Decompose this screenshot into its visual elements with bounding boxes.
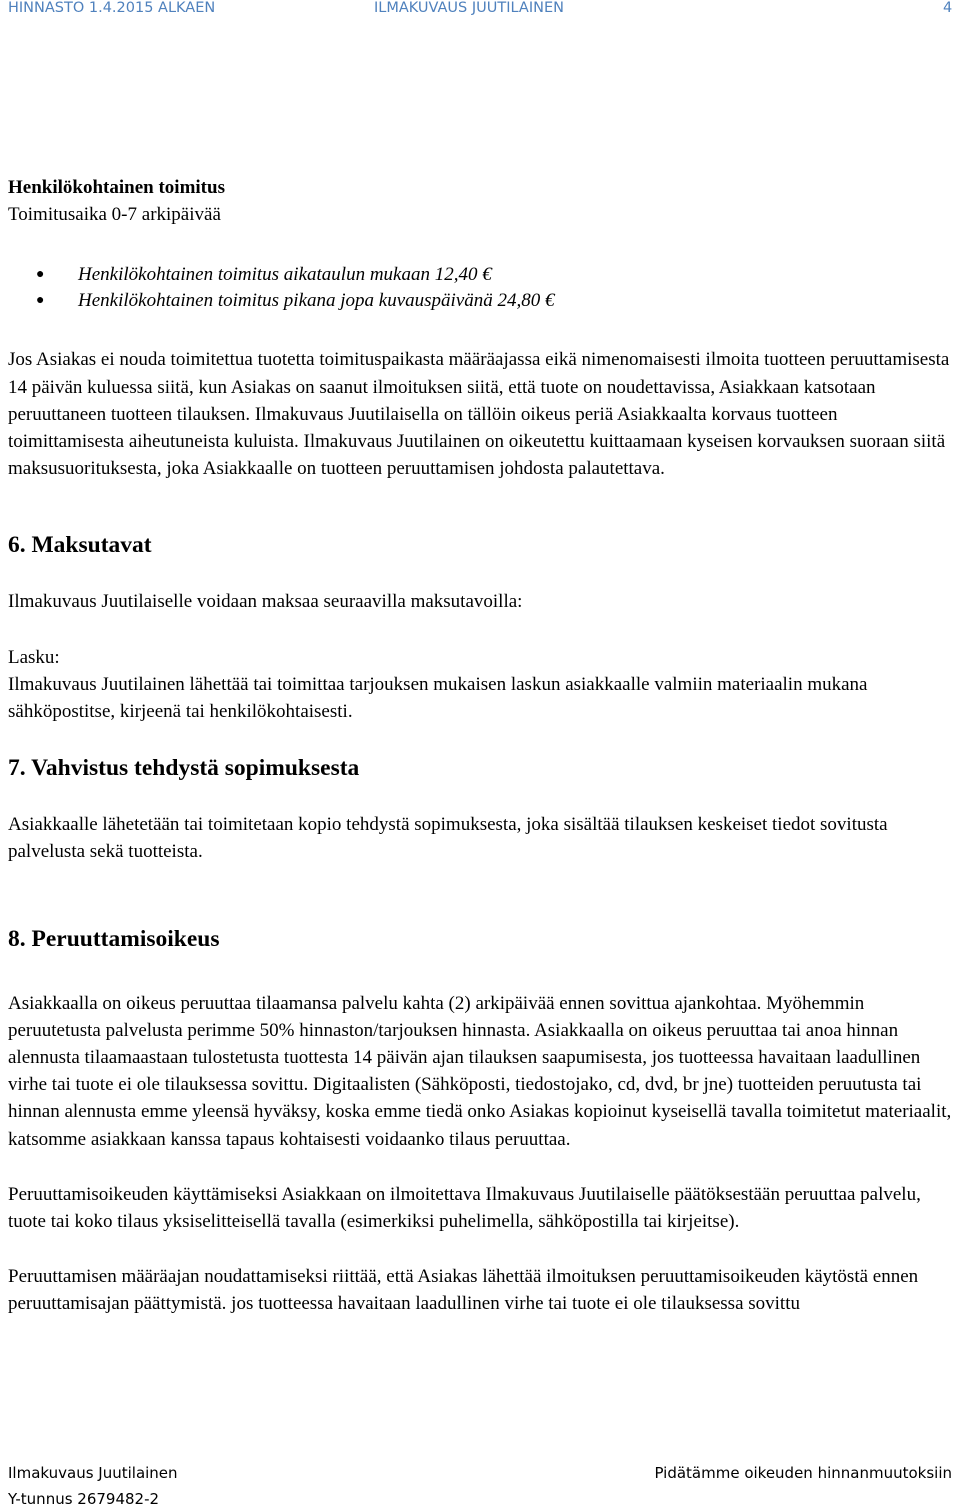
header-center-text: ILMAKUVAUS JUUTILAINEN [374, 0, 564, 16]
section-8-title: 8. Peruuttamisoikeus [8, 925, 220, 952]
list-item [36, 262, 952, 288]
delivery-title: Henkilökohtainen toimitus [8, 177, 225, 198]
section-6-intro: Ilmakuvaus Juutilaiselle voidaan maksaa seuraavilla maksutavoilla: [8, 591, 523, 613]
delivery-subtitle: Toimitusaika 0-7 arkipäivää [8, 204, 221, 226]
section-8-paragraph-3: Peruuttamisen määräajan noudattamiseksi riittää, että Asiakas lähettää ilmoituksen peruuttamisoikeuden käytöstä ennen peruuttamisajan päättymistä. jos tuotteessa havaitaan laadullinen virhe tai tuote ei ole tilauksessa sovittu [8, 1266, 919, 1315]
delivery-paragraph: Jos Asiakas ei nouda toimitettua tuotetta toimituspaikasta määräajassa eikä nimenomaisesti ilmoita tuotteen peruuttamisesta 14 päivän kuluessa siitä, kun Asiakas on saanut ilmoituksen siitä, että tuote on noudettavissa, Asiakkaan katsotaan peruuttaneen tuotteen tilauksen. Ilmakuvaus Juutilaisella on tällöin oikeus periä Asiakkaalta korvaus tuotteen toimittamisesta aiheutuneista kuluista. Ilmakuvaus Juutilainen on oikeutettu kuittaamaan kyseisen korvauksen suoraan siitä maksusuorituksesta, joka Asiakkaalle on tuotteen peruuttamisen johdosta palautettava. [8, 349, 950, 480]
delivery-options-list [8, 262, 952, 314]
list-item-text: Henkilökohtainen toimitus aikataulun mukaan 12,40 € [78, 264, 492, 286]
footer-company: Ilmakuvaus Juutilainen [8, 1464, 178, 1482]
footer-business-id: Y-tunnus 2679482-2 [8, 1490, 160, 1508]
header-page-number: 4 [943, 0, 953, 16]
bullet-icon: ● [36, 293, 45, 309]
section-6-text: Ilmakuvaus Juutilainen lähettää tai toimittaa tarjouksen mukaisen laskun asiakkaalle valmiin materiaalin mukana sähköpostitse, kirjeenä tai henkilökohtaisesti. [8, 673, 868, 723]
page-header [0, 0, 960, 22]
section-7-title: 7. Vahvistus tehdystä sopimuksesta [8, 755, 360, 782]
section-8-paragraph-2: Peruuttamisoikeuden käyttämiseksi Asiakkaan on ilmoitettava Ilmakuvaus Juutilaiselle päätöksestään peruuttaa palvelu, tuote tai koko tilaus yksiselitteisellä tavalla (esimerkiksi puhelimella, sähköpostilla tai kirjeitse). [8, 1183, 921, 1233]
section-8-paragraph-1: Asiakkaalla on oikeus peruuttaa tilaamansa palvelu kahta (2) arkipäivää ennen sovittua ajankohtaa. Myöhemmin peruutetusta palvelusta perimme 50% hinnaston/tarjouksen hinnasta. Asiakkaalla on oikeus peruuttaa tai anoa hinnan alennusta tilaamaastaan tulostetusta tuottesta 14 päivän ajan tilauksen saapumisesta, jos tuotteessa havaitaan laadullinen virhe tai tuote ei ole tilauksessa sovittu. Digitaalisten (Sähköposti, tiedostojako, cd, dvd, br jne) tuotteiden peruutusta tai hinnan alennusta emme yleensä hyväksy, koska emme tiedä onko Asiakas kopioinut kyseisellä tavalla toimitetut materiaalit, katsomme asiakkaan kanssa tapaus kohtaisesti voidaanko tilaus peruuttaa. [8, 992, 952, 1150]
list-item-text: Henkilökohtainen toimitus pikana jopa kuvauspäivänä 24,80 € [78, 290, 555, 312]
section-6-title: 6. Maksutavat [8, 532, 152, 559]
bullet-icon: ● [36, 267, 45, 283]
list-item [36, 288, 952, 314]
section-6-label: Lasku: [8, 646, 60, 668]
section-7-text: Asiakkaalle lähetetään tai toimitetaan kopio tehdystä sopimuksesta, joka sisältää tilauksen keskeiset tiedot sovitusta palvelusta sekä tuotteista. [8, 814, 888, 863]
footer-note: Pidätämme oikeuden hinnanmuutoksiin [654, 1464, 952, 1482]
header-left-text: HINNASTO 1.4.2015 ALKAEN [8, 0, 216, 16]
document-body [8, 174, 952, 1318]
